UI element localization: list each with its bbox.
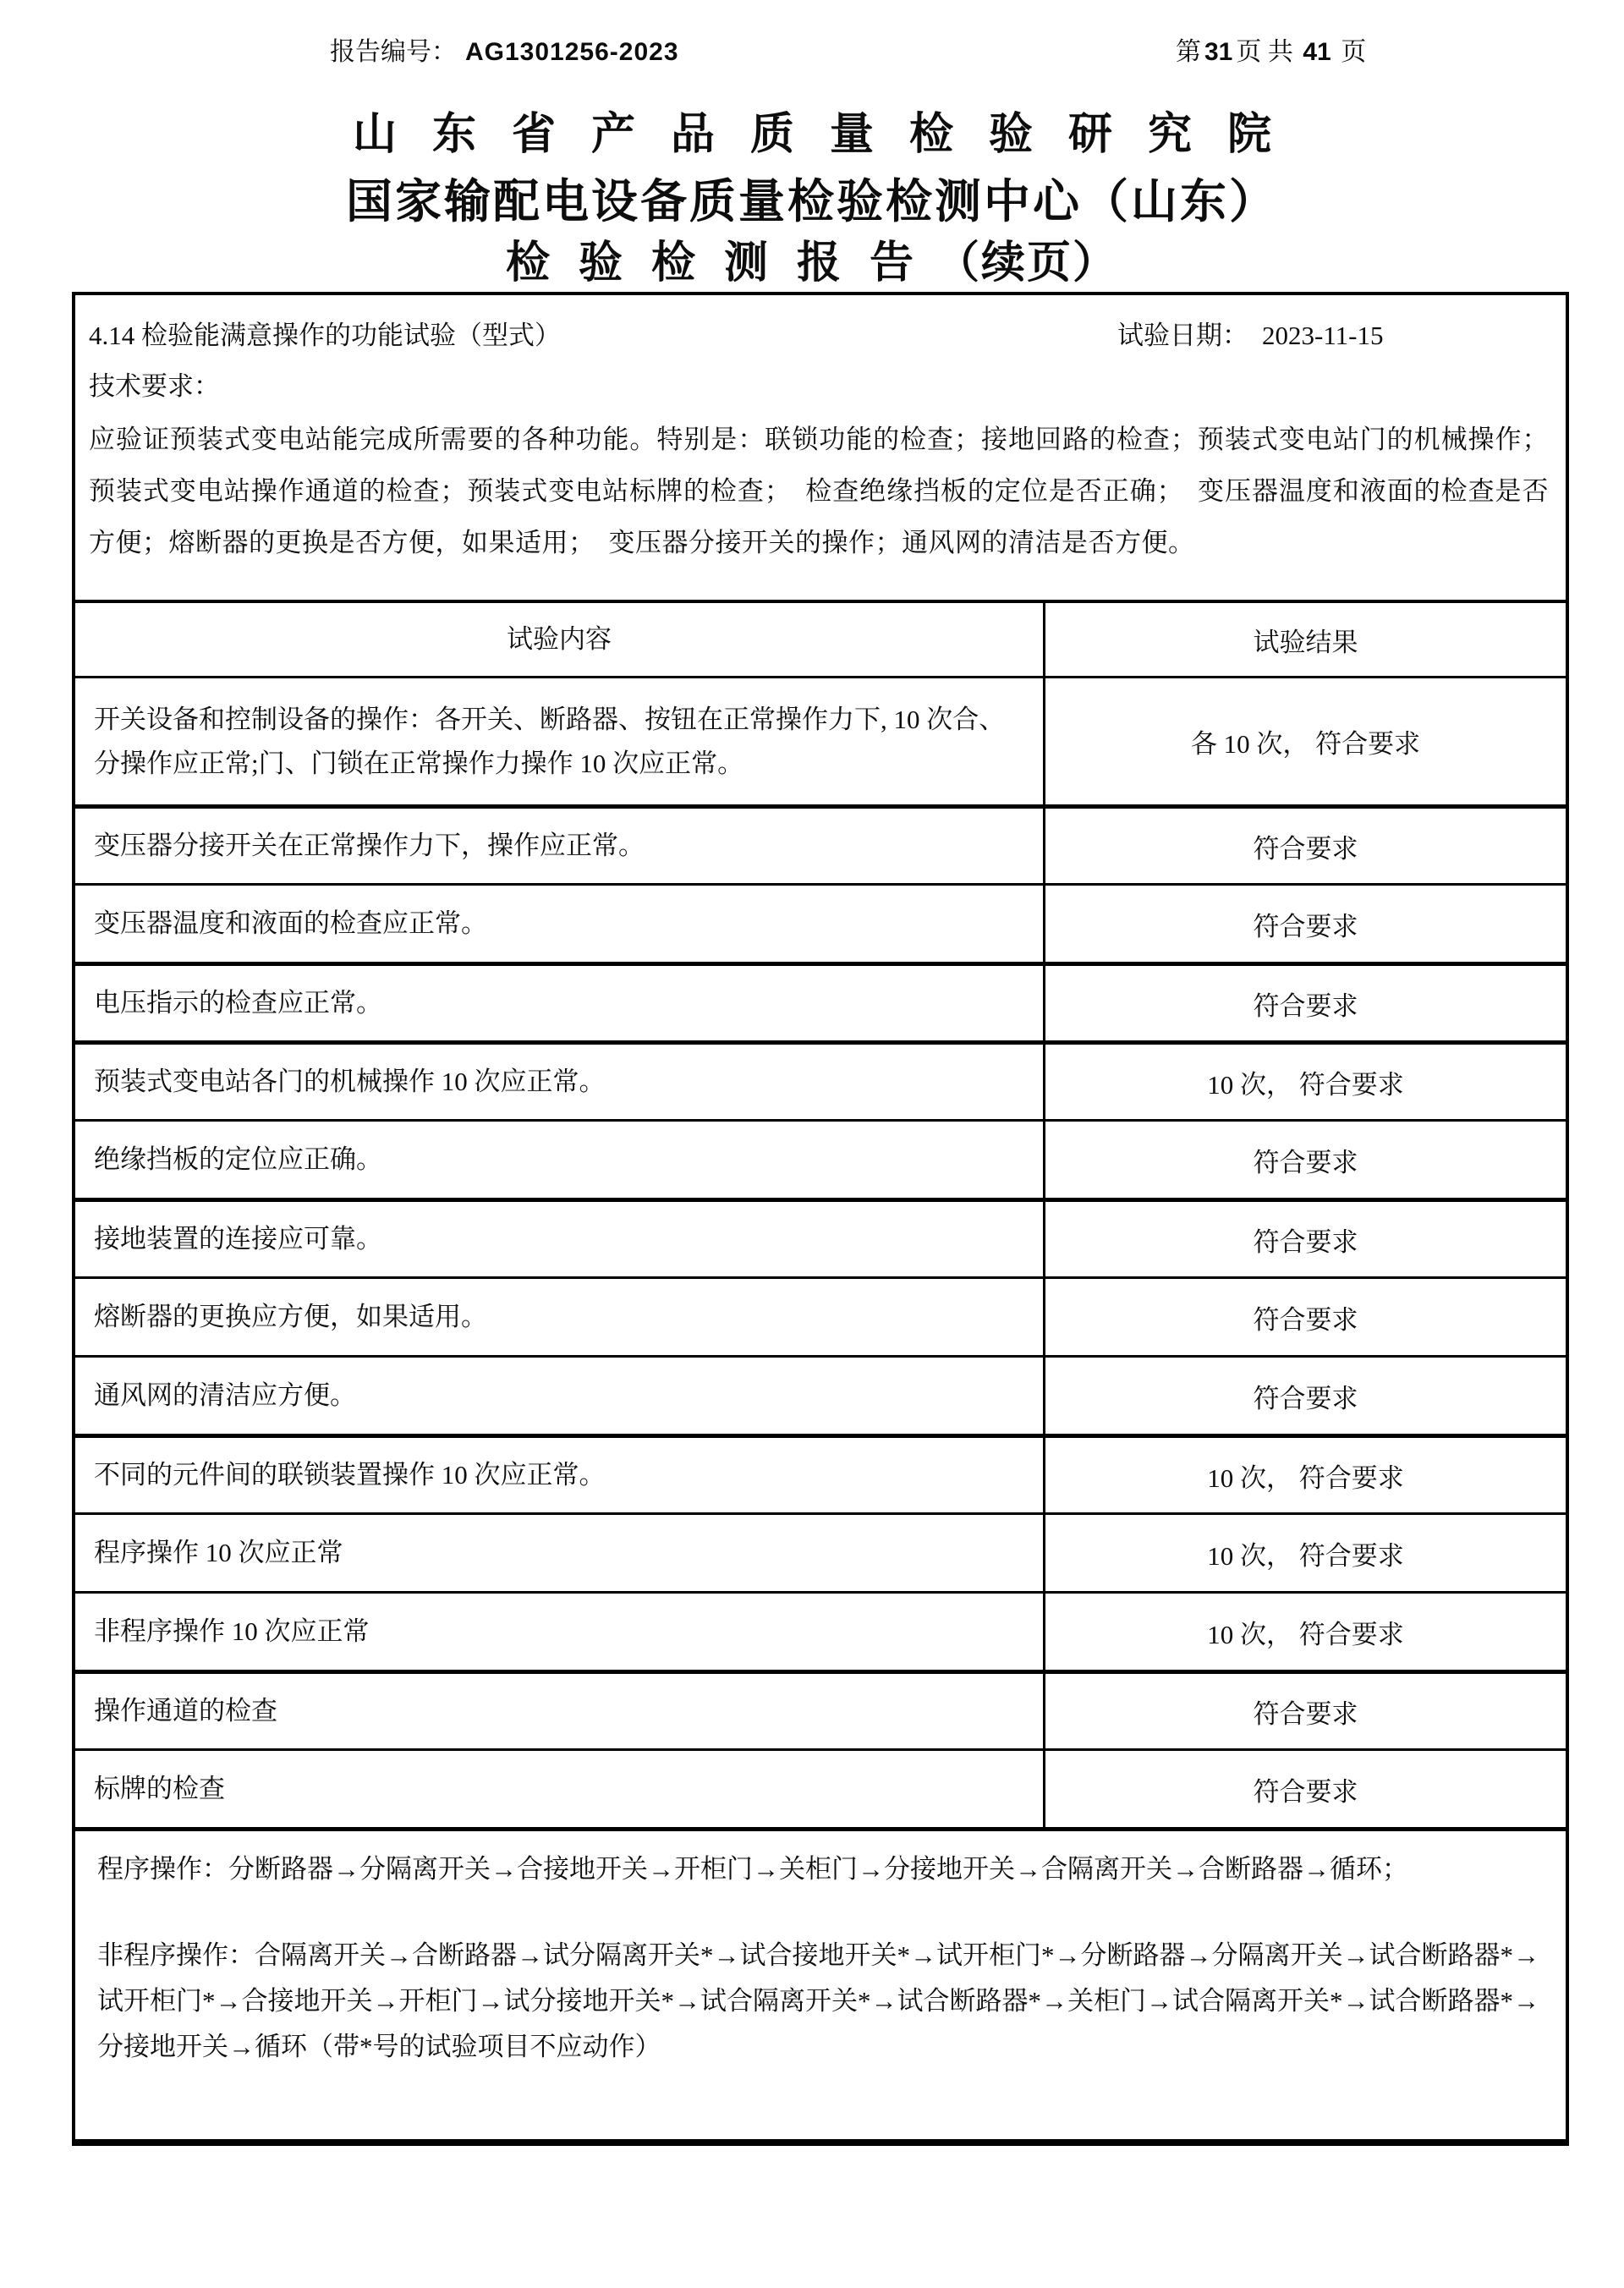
table-row xyxy=(75,1040,1566,1119)
institute-title: 山东省产品质量检验研究院 xyxy=(352,111,1307,159)
report-number-line xyxy=(330,30,679,68)
table-row xyxy=(75,1119,1566,1198)
table-row xyxy=(75,1670,1566,1748)
cell-result: 10 次， 符合要求 xyxy=(1207,1069,1404,1100)
table-header-row xyxy=(75,600,1566,676)
clause-title: 4.14 检验能满意操作的功能试验（型式） xyxy=(89,321,561,350)
cell-result: 符合要求 xyxy=(1253,1698,1358,1729)
cell-result: 10 次， 符合要求 xyxy=(1207,1540,1404,1571)
tech-requirements-text: 应验证预装式变电站能完成所需要的各种功能。特别是：联锁功能的检查；接地回路的检查；预装式变电站门的机械操作；预装式变电站操作通道的检查；预装式变电站标牌的检查； 检查绝缘挡板的定位是否正确； 变压器温度和液面的检查是否方便；熔断器的更换是否方便，如果适用； 变压器分接开关的操作；通风网的清洁是否方便。 xyxy=(89,425,1549,557)
cell-result: 符合要求 xyxy=(1253,911,1358,941)
table-row xyxy=(75,676,1566,804)
cell-content: 非程序操作 10 次应正常 xyxy=(75,1594,1045,1670)
clause-line xyxy=(89,317,1549,354)
cell-result: 符合要求 xyxy=(1253,990,1358,1021)
cell-content: 接地装置的连接应可靠。 xyxy=(75,1202,1045,1276)
cell-content: 变压器分接开关在正常操作力下，操作应正常。 xyxy=(75,809,1045,883)
column-header-result: 试验结果 xyxy=(1253,627,1358,657)
cell-result: 符合要求 xyxy=(1253,1776,1358,1807)
cell-content: 电压指示的检查应正常。 xyxy=(75,966,1045,1040)
page-total: 41 xyxy=(1303,38,1331,66)
test-date-label: 试验日期： xyxy=(1117,321,1248,350)
page-indicator xyxy=(1176,30,1366,68)
table-row xyxy=(75,1591,1566,1670)
cell-content: 标牌的检查 xyxy=(75,1751,1045,1827)
column-header-content: 试验内容 xyxy=(75,603,1045,676)
cell-content: 不同的元件间的联锁装置操作 10 次应正常。 xyxy=(75,1438,1045,1512)
page-suffix: 页 xyxy=(1334,38,1367,66)
content-box xyxy=(72,292,1569,2146)
non-procedure-sequence: 非程序操作：合隔离开关→合断路器→试分隔离开关*→试合接地开关*→试开柜门*→分断路器→分隔离开关→试合断路器*→试开柜门*→合接地开关→开柜门→试分接地开关*→试合隔离开关*→试合断路器*→关柜门→试合隔离开关*→试合断路器*→分接地开关→循环（带*号的试验项目不应动作） xyxy=(97,1940,1539,2061)
operation-notes xyxy=(75,1827,1566,2139)
header-meta xyxy=(0,30,1624,64)
report-title-suffix: （续页） xyxy=(935,239,1119,288)
cell-content: 通风网的清洁应方便。 xyxy=(75,1358,1045,1434)
cell-content: 预装式变电站各门的机械操作 10 次应正常。 xyxy=(75,1045,1045,1119)
cell-result: 符合要求 xyxy=(1253,1226,1358,1257)
cell-result: 符合要求 xyxy=(1253,1383,1358,1413)
cell-result: 10 次， 符合要求 xyxy=(1207,1619,1404,1649)
page-current: 31 xyxy=(1204,38,1233,66)
cell-result: 各 10 次， 符合要求 xyxy=(1190,729,1421,759)
cell-result: 符合要求 xyxy=(1253,1147,1358,1177)
table-row xyxy=(75,1748,1566,1827)
table-row xyxy=(75,883,1566,962)
cell-content: 变压器温度和液面的检查应正常。 xyxy=(75,886,1045,962)
report-title-main: 检验检测报告 xyxy=(505,239,942,288)
cell-result: 10 次， 符合要求 xyxy=(1207,1462,1404,1493)
table-row xyxy=(75,1355,1566,1434)
report-number-value: AG1301256-2023 xyxy=(465,38,679,66)
page-mid: 页 共 xyxy=(1236,38,1300,66)
test-date-line xyxy=(1117,317,1384,354)
cell-content: 开关设备和控制设备的操作：各开关、断路器、按钮在正常操作力下, 10 次合、分操作应正常;门、门锁在正常操作力操作 10 次应正常。 xyxy=(75,678,1045,804)
center-title: 国家输配电设备质量检验检测中心（山东） xyxy=(345,176,1278,228)
cell-result: 符合要求 xyxy=(1253,833,1358,864)
test-date-value: 2023-11-15 xyxy=(1262,321,1384,350)
table-row xyxy=(75,1512,1566,1591)
cell-content: 绝缘挡板的定位应正确。 xyxy=(75,1122,1045,1198)
cell-content: 程序操作 10 次应正常 xyxy=(75,1515,1045,1591)
table-row xyxy=(75,962,1566,1040)
tech-requirements-label: 技术要求： xyxy=(89,371,220,401)
page-prefix: 第 xyxy=(1176,38,1201,66)
table-row xyxy=(75,1276,1566,1355)
procedure-sequence: 程序操作：分断路器→分隔离开关→合接地开关→开柜门→关柜门→分接地开关→合隔离开关→合断路器→循环； xyxy=(97,1854,1408,1884)
cell-content: 操作通道的检查 xyxy=(75,1674,1045,1748)
table-row xyxy=(75,1198,1566,1276)
table-row xyxy=(75,1434,1566,1512)
table-row xyxy=(75,804,1566,883)
report-title xyxy=(0,227,1624,290)
report-number-label: 报告编号： xyxy=(330,38,457,66)
cell-result: 符合要求 xyxy=(1253,1304,1358,1335)
results-table xyxy=(75,600,1566,1827)
cell-content: 熔断器的更换应方便，如果适用。 xyxy=(75,1279,1045,1355)
section-head xyxy=(89,317,1549,568)
